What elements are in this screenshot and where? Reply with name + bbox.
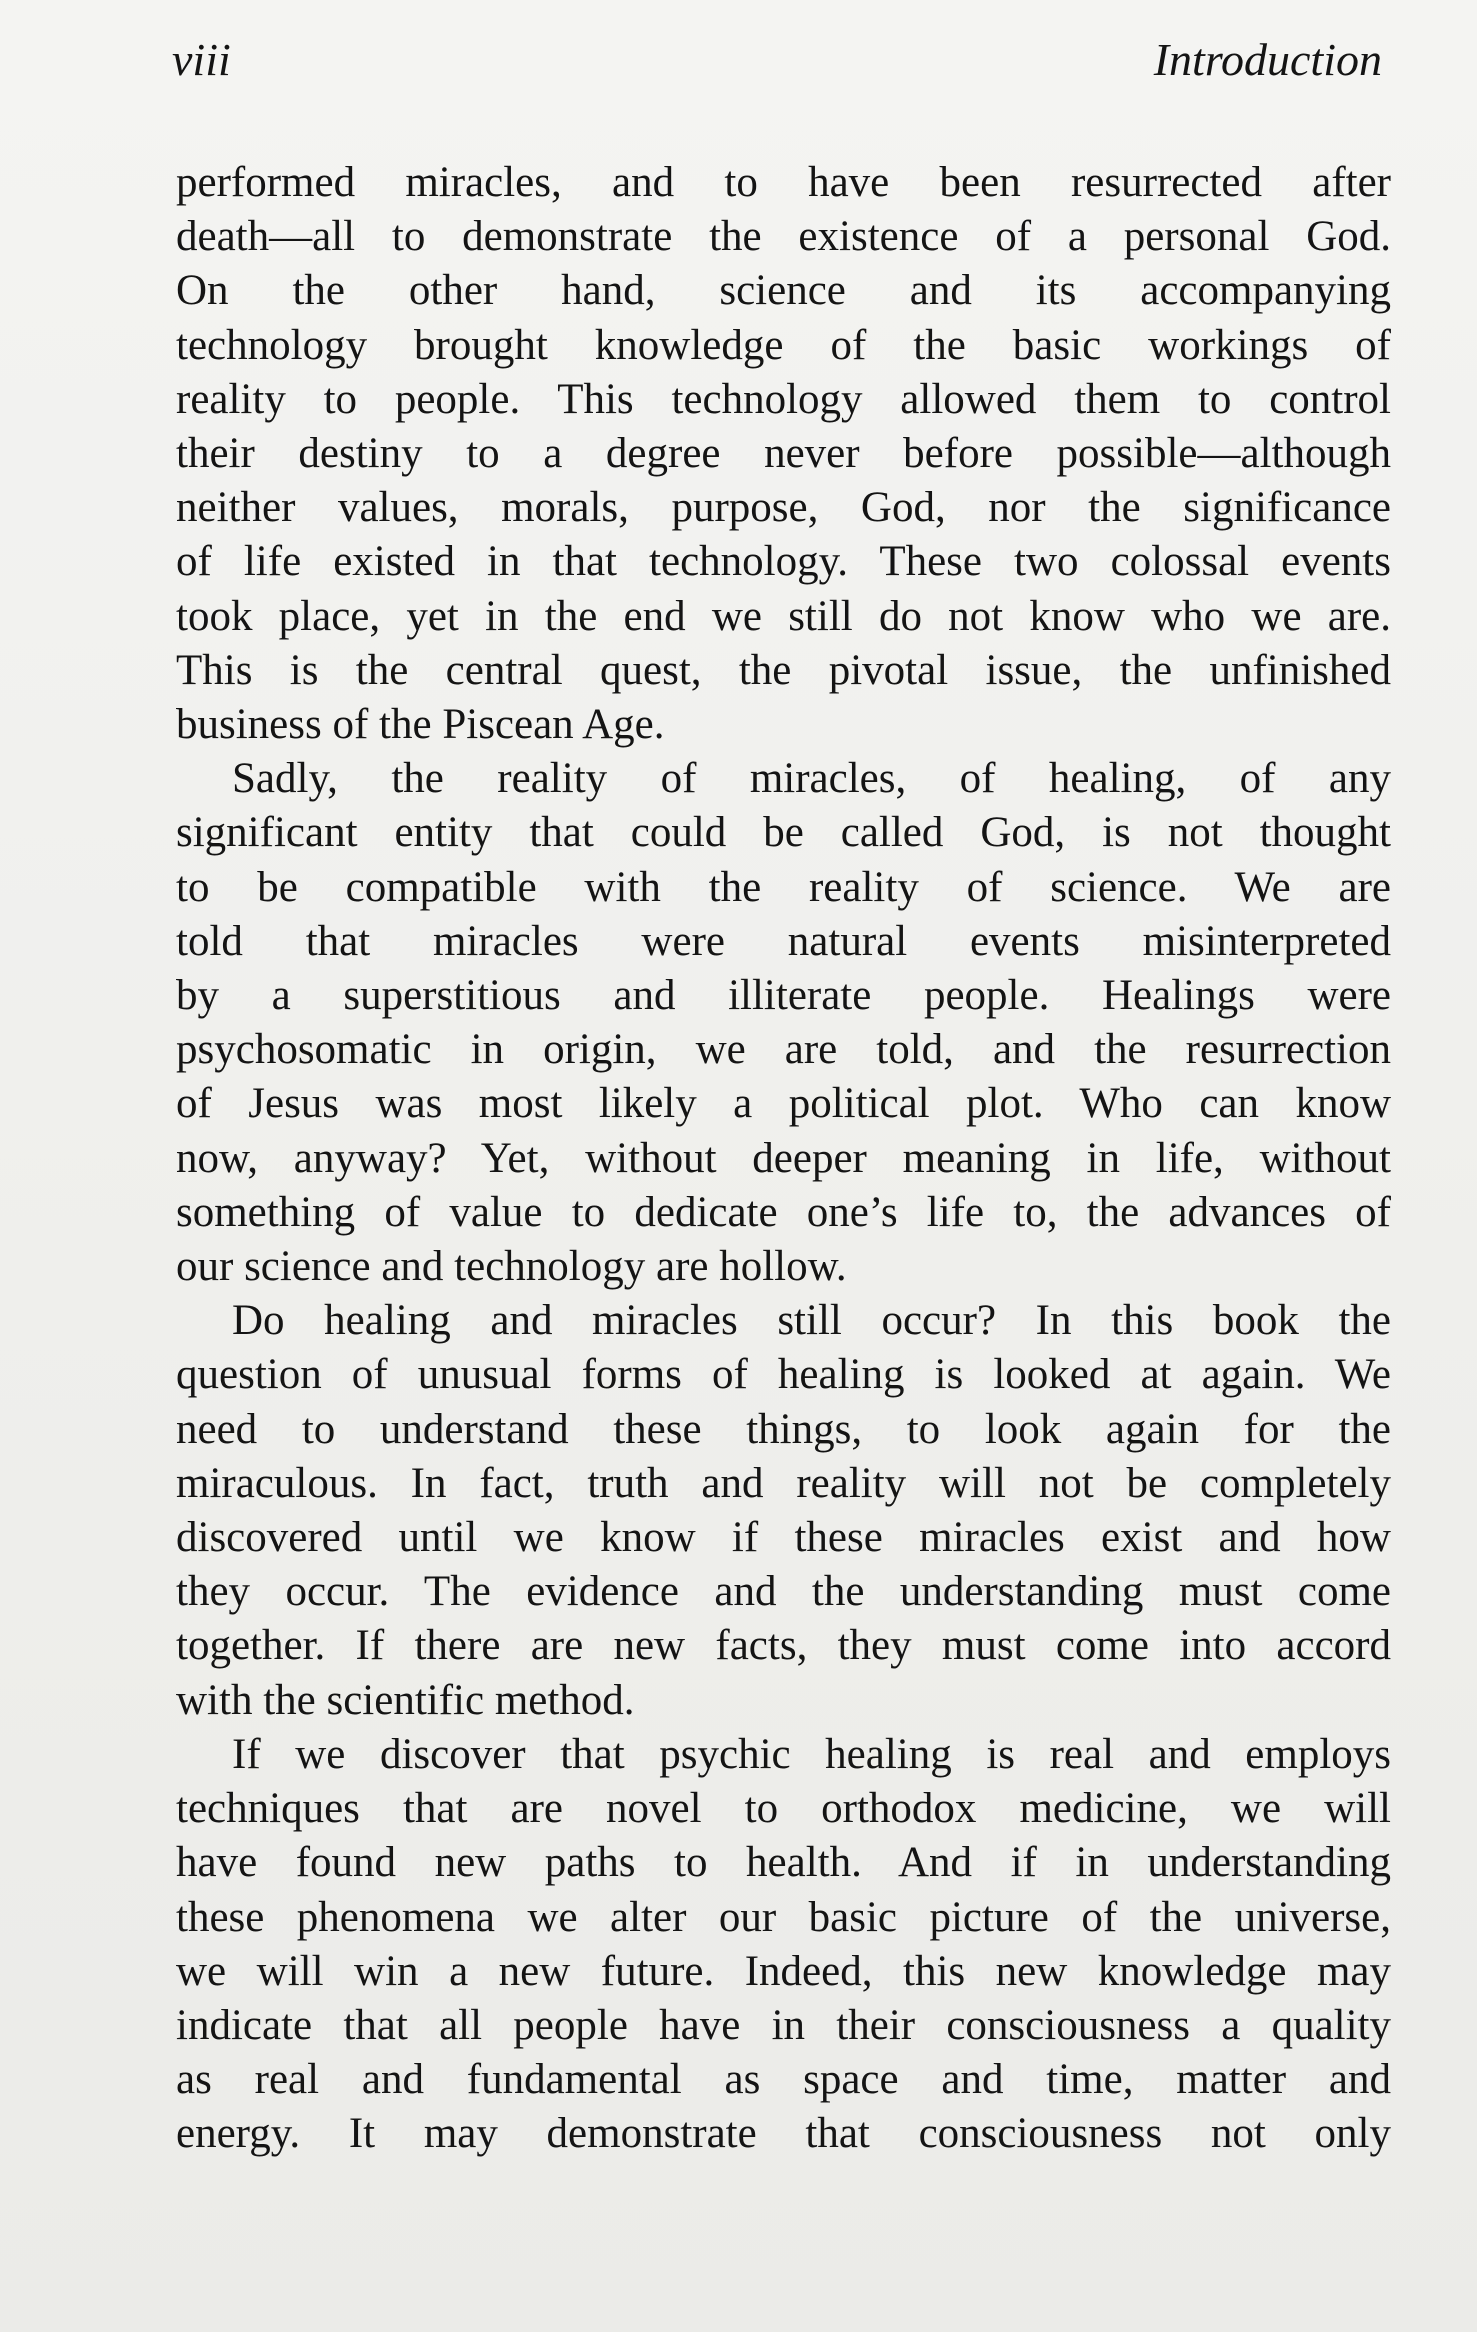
text-line: we will win a new future. Indeed, this new knowledge may — [176, 1947, 1391, 1995]
text-line: performed miracles, and to have been resurrected after — [176, 159, 1391, 206]
text-line: have found new paths to health. And if in understanding — [176, 1839, 1391, 1887]
text-line: these phenomena we alter our basic picture of the universe, — [176, 1893, 1391, 1941]
text-line: Do healing and miracles still occur? In this book the — [232, 1297, 1391, 1345]
text-line: business of the Piscean Age. — [176, 701, 665, 749]
text-line: they occur. The evidence and the understanding must come — [176, 1568, 1391, 1616]
running-head — [172, 28, 1382, 92]
page-number: viii — [172, 34, 231, 85]
text-line: of Jesus was most likely a political plot. Who can know — [176, 1080, 1391, 1128]
paragraph-4 — [176, 1728, 1391, 2162]
text-line: to be compatible with the reality of science. We are — [176, 863, 1391, 911]
text-line: discovered until we know if these miracles exist and how — [176, 1514, 1391, 1562]
paragraph-2 — [176, 752, 1391, 1294]
text-line: techniques that are novel to orthodox medicine, we will — [176, 1785, 1391, 1833]
text-line: now, anyway? Yet, without deeper meaning in life, without — [176, 1134, 1391, 1182]
text-line: psychosomatic in origin, we are told, and the resurrection — [176, 1026, 1391, 1074]
text-line: indicate that all people have in their consciousness a quality — [176, 2001, 1391, 2049]
text-line: question of unusual forms of healing is looked at again. We — [176, 1351, 1391, 1399]
text-line: together. If there are new facts, they must come into accord — [176, 1622, 1391, 1670]
paragraph-1 — [176, 156, 1391, 752]
text-line: something of value to dedicate one’s life to, the advances of — [176, 1188, 1391, 1236]
text-line: miraculous. In fact, truth and reality will not be completely — [176, 1459, 1391, 1507]
paragraph-3 — [176, 1294, 1391, 1728]
text-line: reality to people. This technology allowed them to control — [176, 375, 1391, 423]
text-line: our science and technology are hollow. — [176, 1243, 847, 1291]
text-line: by a superstitious and illiterate people. Healings were — [176, 972, 1391, 1020]
text-line: energy. It may demonstrate that consciousness not only — [176, 2110, 1391, 2158]
text-line: significant entity that could be called God, is not thought — [176, 809, 1391, 857]
text-line: need to understand these things, to look again for the — [176, 1405, 1391, 1453]
text-line: Sadly, the reality of miracles, of healing, of any — [232, 755, 1391, 803]
text-line: their destiny to a degree never before possible—although — [176, 430, 1391, 478]
text-line: with the scientific method. — [176, 1676, 635, 1724]
text-line: If we discover that psychic healing is real and employs — [232, 1730, 1391, 1778]
chapter-title: Introduction — [1153, 34, 1382, 85]
text-line: On the other hand, science and its accompanying — [176, 267, 1391, 315]
text-line: neither values, morals, purpose, God, nor the significance — [176, 484, 1391, 532]
text-line: as real and fundamental as space and time, matter and — [176, 2056, 1391, 2104]
text-line: death—all to demonstrate the existence of a personal God. — [176, 213, 1391, 261]
text-line: told that miracles were natural events misinterpreted — [176, 917, 1391, 965]
body-text — [176, 156, 1391, 2162]
text-line: This is the central quest, the pivotal issue, the unfinished — [176, 646, 1391, 694]
text-line: of life existed in that technology. These two colossal events — [176, 538, 1391, 586]
text-line: took place, yet in the end we still do not know who we are. — [176, 592, 1391, 640]
text-line: technology brought knowledge of the basic workings of — [176, 321, 1391, 369]
